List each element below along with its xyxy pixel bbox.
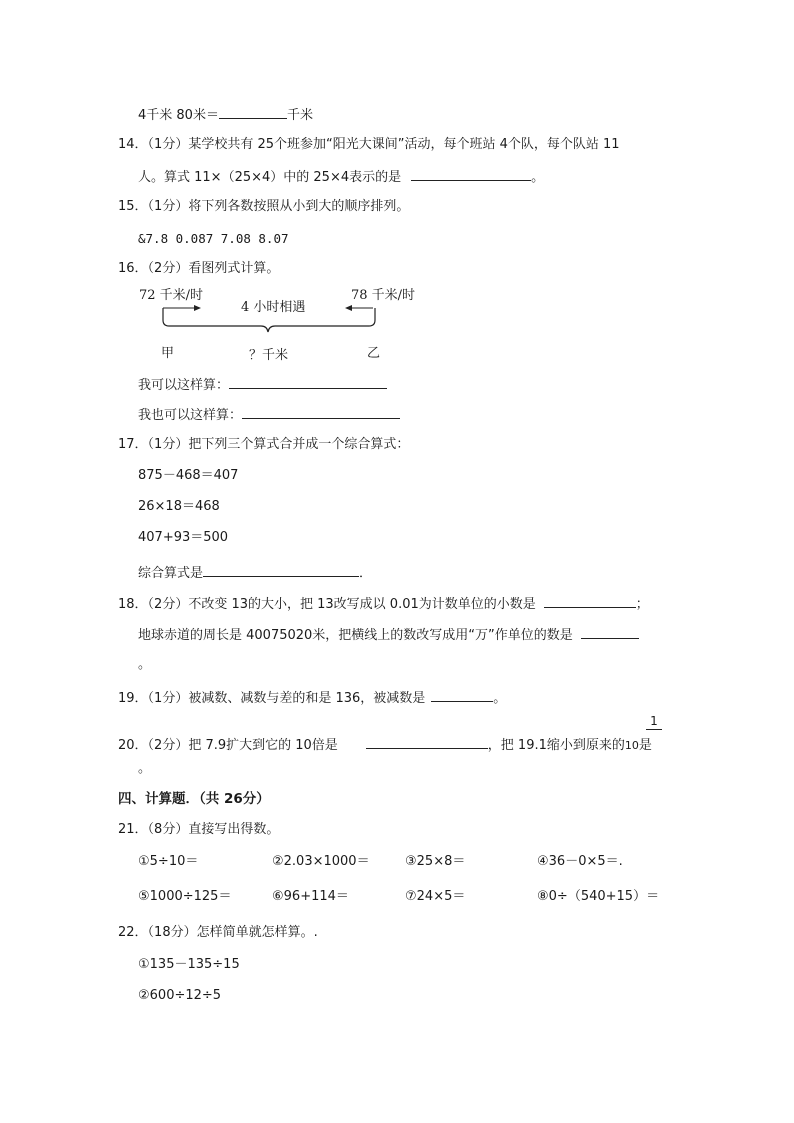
q17-eq1: 875－468＝407: [138, 468, 239, 483]
q20-fraction-numerator: 1: [646, 713, 662, 730]
q14-text: 人。算式 11×（25×4）中的 25×4表示的是: [138, 170, 402, 185]
q14-end: 。: [531, 170, 545, 185]
q17-answer-blank[interactable]: [203, 562, 359, 577]
q18-line3: 。: [138, 657, 152, 672]
q16-method1: [138, 374, 387, 395]
q20-end: 是: [638, 738, 652, 753]
q17-eq2: 26×18＝468: [138, 499, 220, 514]
q13-text: 4千米 80米＝: [138, 108, 219, 123]
meeting-diagram: [135, 282, 435, 366]
q18-line2: [138, 624, 639, 645]
q14-answer-blank[interactable]: [411, 166, 531, 181]
q18-blank1[interactable]: [544, 593, 636, 608]
q20-fraction: [646, 713, 662, 730]
q22-item-1: ①135－135÷15: [138, 957, 240, 972]
right-speed-label: 78 千米/时: [351, 288, 416, 303]
q21-item-4: ④36－0×5＝.: [537, 854, 623, 869]
q13-answer-blank[interactable]: [219, 104, 287, 119]
right-arrowhead: [345, 305, 352, 311]
q16-method2-blank[interactable]: [242, 404, 400, 419]
distance-label: ？千米: [249, 348, 289, 363]
q22-item-2: ②600÷12÷5: [138, 988, 222, 1003]
q19-text: 19．（1分）被减数、减数与差的和是 136，被减数是: [118, 691, 426, 706]
q16-method1-label: 我可以这样算：: [138, 378, 230, 393]
q19-line: [118, 687, 506, 708]
q17-eq3: 407+93＝500: [138, 530, 229, 545]
q20-line1: [118, 734, 652, 755]
left-speed-label: 72 千米/时: [139, 288, 204, 303]
q14-question: 14．（1分）某学校共有 25个班参加“阳光大课间”活动，每个班站 4个队，每个队站 11: [118, 137, 620, 152]
q21-item-6: ⑥96+114＝: [272, 889, 349, 904]
distance-brace: [163, 308, 375, 332]
q21-item-3: ③25×8＝: [405, 854, 466, 869]
section4-title: 四、计算题．（共 26分）: [118, 791, 270, 807]
q18-blank2[interactable]: [581, 624, 639, 639]
q21-item-1: ①5÷10＝: [138, 854, 199, 869]
q21-item-5: ⑤1000÷125＝: [138, 889, 232, 904]
q20-line2: 。: [138, 761, 152, 776]
q18-text2: 地球赤道的周长是 40075020米，把横线上的数改写成用“万”作单位的数是: [138, 628, 573, 643]
q15-numbers: &7.8 0.087 7.08 8.07: [138, 231, 289, 246]
q16-method1-blank[interactable]: [229, 374, 387, 389]
q19-blank[interactable]: [431, 687, 493, 702]
q20-fraction-denominator: 10: [624, 739, 639, 752]
q16-method2: [138, 404, 400, 425]
q20-mid: ，把 19.1缩小到原来的: [487, 738, 625, 753]
q18-line1: [118, 593, 649, 614]
q20-text1: 20．（2分）把 7.9扩大到它的 10倍是: [118, 738, 338, 753]
q21-item-8: ⑧0÷（540+15）＝: [537, 889, 660, 904]
left-arrowhead: [194, 305, 201, 311]
q17-question: 17．（1分）把下列三个算式合并成一个综合算式：: [118, 437, 410, 452]
q17-end: ．: [359, 566, 373, 581]
q17-answer-label: 综合算式是: [138, 566, 204, 581]
q14-line2: [138, 166, 544, 187]
q19-end: 。: [493, 691, 507, 706]
q15-question: 15．（1分）将下列各数按照从小到大的顺序排列。: [118, 199, 410, 214]
q16-question: 16．（2分）看图列式计算。: [118, 261, 280, 276]
q21-item-7: ⑦24×5＝: [405, 889, 466, 904]
q17-answer-line: [138, 562, 372, 583]
q13-line: [138, 104, 313, 125]
q18-line1-end: ；: [635, 597, 649, 612]
q21-item-2: ②2.03×1000＝: [272, 854, 370, 869]
q21-question: 21．（8分）直接写出得数。: [118, 822, 280, 837]
q22-question: 22．（18分）怎样简单就怎样算。.: [118, 925, 318, 940]
q18-text1: 18．（2分）不改变 13的大小，把 13改写成以 0.01为计数单位的小数是: [118, 597, 536, 612]
q20-blank1[interactable]: [366, 734, 488, 749]
q13-unit: 千米: [286, 108, 313, 123]
q16-method2-label: 我也可以这样算：: [138, 408, 243, 423]
meeting-time-label: 4 小时相遇: [241, 300, 306, 315]
point-yi: 乙: [367, 346, 381, 361]
point-jia: 甲: [161, 346, 175, 361]
